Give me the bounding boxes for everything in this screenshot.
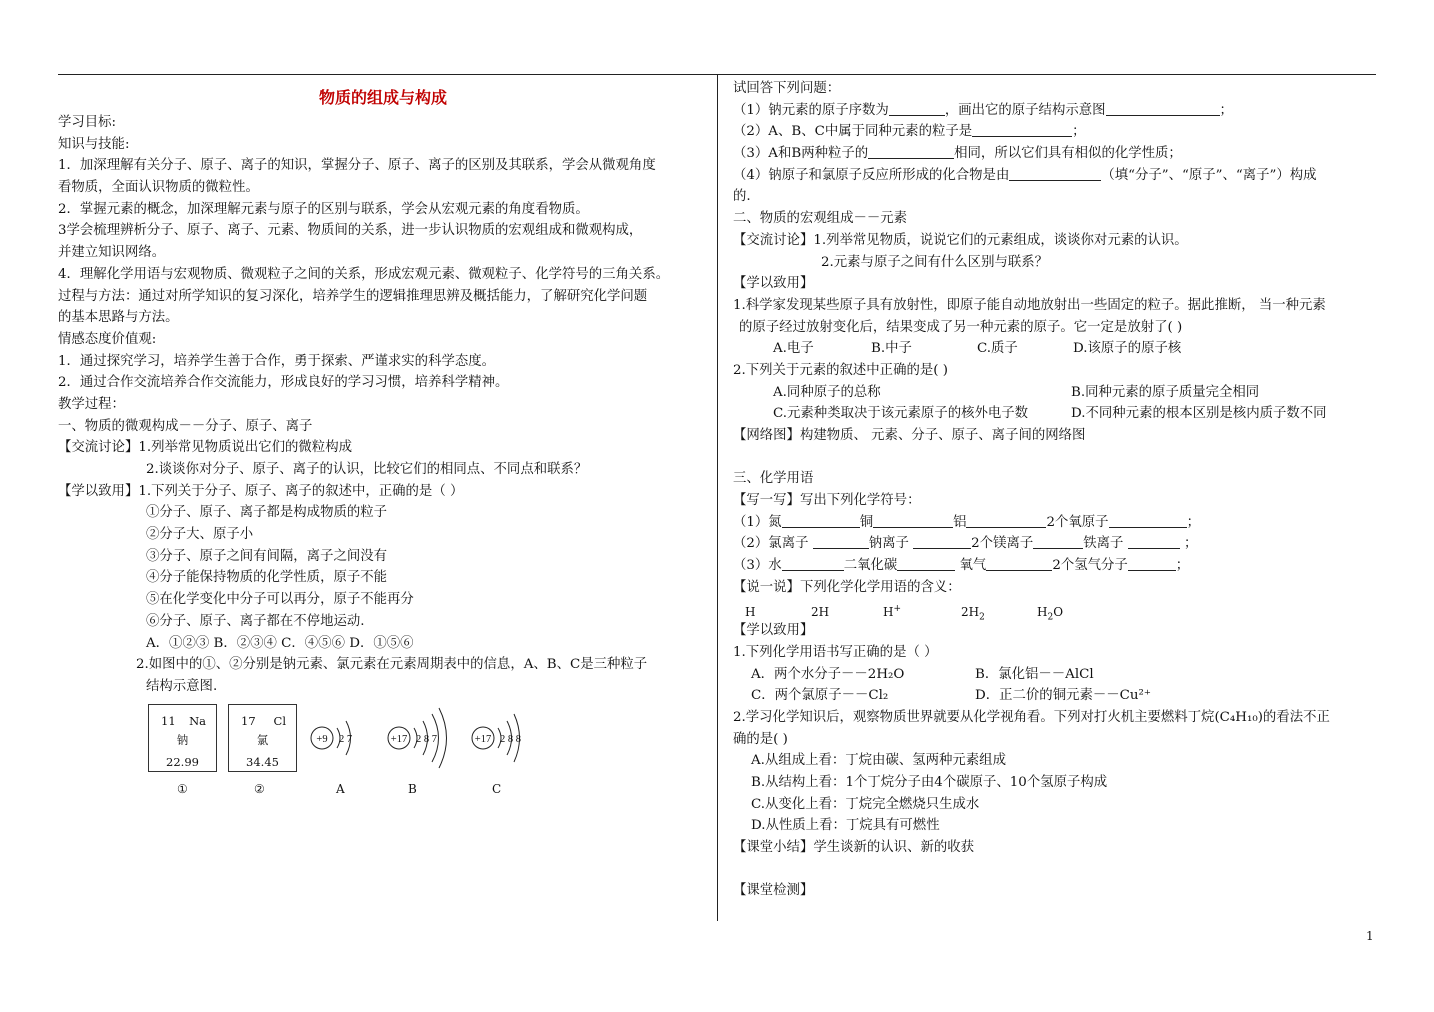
choice: B．氯化铝－－AlCl <box>975 666 1094 682</box>
choices <box>733 382 1381 404</box>
atom-structure-diagrams <box>306 704 526 778</box>
chem-symbol <box>1037 602 1063 629</box>
text-line: 的. <box>733 189 751 205</box>
element-name: 氯 <box>256 732 269 747</box>
list-item: ④分子能保持物质的化学性质，原子不能 <box>146 570 388 586</box>
list-item: ②分子大、原子小 <box>146 527 254 543</box>
chem-symbol: H <box>745 604 756 619</box>
question-text: 2个镁离子 <box>971 536 1034 552</box>
chem-symbol <box>883 599 961 624</box>
question-text: （2）氯离子 <box>733 536 813 552</box>
element-symbol: Na <box>189 713 206 728</box>
nucleus-label: +17 <box>390 733 408 745</box>
text-line: 结构示意图. <box>146 678 218 694</box>
question-line <box>733 100 1381 122</box>
answer-blank[interactable] <box>897 556 955 571</box>
choice: D.该原子的原子核 <box>1073 341 1182 357</box>
nucleus-label: +9 <box>316 733 328 745</box>
choices <box>733 685 1381 707</box>
choice: B.中子 <box>871 341 912 357</box>
text-line: 并建立知识网络。 <box>58 245 166 261</box>
text-line: 看物质，全面认识物质的微粒性。 <box>58 180 259 196</box>
question-text: 氧气 <box>955 558 987 574</box>
question-line <box>733 143 1381 165</box>
choice: B.同种元素的原子质量完全相同 <box>1071 384 1260 400</box>
answer-blank[interactable] <box>1106 101 1220 116</box>
shell-electrons: 2 8 7 <box>416 733 437 745</box>
text-line: 情感态度价值观: <box>58 331 157 347</box>
choice: B.从结构上看：1个丁烷分子由4个碳原子、10个氢原子构成 <box>751 775 1108 790</box>
answer-blank[interactable] <box>1128 534 1180 549</box>
text-line: 教学过程： <box>58 396 125 412</box>
list-item: ⑥分子、原子、离子都在不停地运动. <box>146 613 365 629</box>
choices <box>733 664 1381 686</box>
answer-blank[interactable] <box>1009 166 1101 181</box>
question-text: 铝 <box>953 514 967 530</box>
answer-blank[interactable] <box>1033 534 1083 549</box>
right-column <box>733 78 1381 902</box>
spacer <box>733 447 1381 469</box>
text-line: 2.学习化学知识后，观察物质世界就要从化学视角看。下列对打火机主要燃料丁烷(C₄H₁₀)的看法不正 <box>733 709 1330 725</box>
chem-symbol-base: H <box>1037 604 1048 619</box>
answer-blank[interactable] <box>873 513 953 528</box>
choice: A．两个水分子－－2H₂O <box>751 666 905 682</box>
left-column <box>58 78 708 800</box>
question-text: （3）水 <box>733 558 782 574</box>
text-line: 试回答下列问题： <box>733 81 841 96</box>
spacer <box>733 859 1381 881</box>
text-line: 学习目标: <box>58 115 117 130</box>
text-line: 2.下列关于元素的叙述中正确的是( ) <box>733 362 948 378</box>
atomic-number: 17 <box>241 713 256 728</box>
text-line: 的原子经过放射变化后，结果变成了另一种元素的原子。它一定是放射了( ) <box>739 319 1183 335</box>
question-text: （1）氮 <box>733 514 782 530</box>
text-line: 3学会梳理辨析分子、原子、离子、元素、物质间的关系，进一步认识物质的宏观组成和微观构成， <box>58 223 643 239</box>
symbol-row <box>733 599 1381 621</box>
structure-figure <box>58 704 708 800</box>
question-text: 2个氧原子 <box>1046 514 1109 530</box>
text-line: 【课堂小结】学生谈新的认识、新的收获 <box>733 840 975 856</box>
text-line: 【交流讨论】1.列举常见物质说出它们的微粒构成 <box>58 440 352 456</box>
choice: C.元素种类取决于该元素原子的核外电子数 <box>773 406 1029 422</box>
choices: A．①②③ B．②③④ C．④⑤⑥ D．①⑤⑥ <box>146 635 414 651</box>
text-line: 【写一写】写出下列化学符号： <box>733 493 921 509</box>
text-line: 【课堂检测】 <box>733 883 814 899</box>
answer-blank[interactable] <box>986 556 1052 571</box>
section-heading: 二、物质的宏观组成－－元素 <box>733 211 908 227</box>
question-line <box>733 533 1381 555</box>
text-line: 2.如图中的①、②分别是钠元素、氯元素在元素周期表中的信息，A、B、C是三种粒子 <box>136 657 648 673</box>
text-line: 【学以致用】 <box>733 623 814 639</box>
question-line <box>733 121 1381 143</box>
chem-subscript: 2 <box>1047 611 1054 622</box>
text-line: 【交流讨论】1.列举常见物质，说说它们的元素组成，谈谈你对元素的认识。 <box>733 232 1188 248</box>
text-line: 一、物质的微观构成－－分子、原子、离子 <box>58 418 313 434</box>
list-item: ①分子、原子、离子都是构成物质的粒子 <box>146 505 388 521</box>
answer-blank[interactable] <box>889 101 945 116</box>
answer-blank[interactable] <box>868 144 954 159</box>
shell-electrons: 2 7 <box>339 733 353 745</box>
text-line: 【学以致用】1.下列关于分子、原子、离子的叙述中，正确的是（ ） <box>58 483 464 499</box>
list-item: ⑤在化学变化中分子可以再分，原子不能再分 <box>146 592 414 608</box>
choice: C.从变化上看：丁烷完全燃烧只生成水 <box>751 796 980 812</box>
question-text: ； <box>1179 536 1198 552</box>
question-text: 钠离子 <box>868 536 914 552</box>
question-text: （填“分子”、“原子”、“离子”）构成 <box>1101 167 1317 183</box>
figure-label: B <box>408 781 417 796</box>
answer-blank[interactable] <box>813 534 869 549</box>
chem-symbol-base: H <box>883 604 894 619</box>
text-line: 的基本思路与方法。 <box>58 310 179 326</box>
chem-symbol: 2H <box>811 604 830 619</box>
question-text: ，画出它的原子结构示意图 <box>944 102 1106 118</box>
element-name: 钠 <box>176 732 189 747</box>
choice: D.从性质上看：丁烷具有可燃性 <box>751 818 940 834</box>
column-divider <box>717 74 718 921</box>
shell-electrons: 2 8 8 <box>500 733 521 745</box>
chem-superscript: + <box>893 603 902 614</box>
text-line: 2．通过合作交流培养合作交流能力，形成良好的学习习惯，培养科学精神。 <box>58 375 509 391</box>
answer-blank[interactable] <box>1109 513 1187 528</box>
text-line: 2．掌握元素的概念，加深理解元素与原子的区别与联系，学会从宏观元素的角度看物质。 <box>58 201 589 217</box>
text-line: 1．通过探究学习，培养学生善于合作，勇于探索、严谨求实的科学态度。 <box>58 353 496 369</box>
text-line: 【说一说】下列化学化学用语的含义： <box>733 579 961 595</box>
element-card-chlorine <box>228 704 297 772</box>
question-text: 2个氢气分子 <box>1052 558 1128 574</box>
choice: D.不同种元素的根本区别是核内质子数不同 <box>1071 406 1327 422</box>
choices <box>733 338 1381 360</box>
list-item: ③分子、原子之间有间隔，离子之间没有 <box>146 548 388 564</box>
text-line: 2.谈谈你对分子、原子、离子的认识，比较它们的相同点、不同点和联系？ <box>146 462 588 477</box>
text-line: 2.元素与原子之间有什么区别与联系？ <box>821 254 1049 270</box>
chem-symbol <box>961 602 1037 629</box>
text-line: 【学以致用】 <box>733 276 814 292</box>
answer-blank[interactable] <box>1128 556 1176 571</box>
text-line: 知识与技能: <box>58 136 130 152</box>
chem-symbol-base: 2H <box>961 604 980 619</box>
figure-label: C <box>492 781 502 796</box>
choice: A.电子 <box>773 341 814 357</box>
answer-blank[interactable] <box>966 513 1046 528</box>
question-text: （2）A、B、C中属于同种元素的粒子是 <box>733 124 973 140</box>
choice: C．两个氯原子－－Cl₂ <box>751 688 889 704</box>
page-number: 1 <box>1366 929 1374 943</box>
atomic-number: 11 <box>161 713 176 728</box>
answer-blank[interactable] <box>782 513 860 528</box>
choices <box>733 403 1381 425</box>
answer-blank[interactable] <box>972 122 1072 137</box>
question-text: （4）钠原子和氯原子反应所形成的化合物是由 <box>733 167 1010 183</box>
choice: D．正二价的铜元素－－Cu²⁺ <box>975 688 1151 704</box>
text-line: 1.科学家发现某些原子具有放射性，即原子能自动地放射出一些固定的粒子。据此推断， 当一种元素 <box>733 297 1326 313</box>
figure-label: ① <box>177 781 188 796</box>
atomic-mass: 22.99 <box>166 754 199 769</box>
page-title: 物质的组成与构成 <box>318 88 447 107</box>
question-text: 相同，所以它们具有相似的化学性质； <box>954 146 1182 162</box>
text-line: 4．理解化学用语与宏观物质、微观粒子之间的关系，形成宏观元素、微观粒子、化学符号的三角关系。 <box>58 266 670 282</box>
element-card-sodium <box>148 704 217 772</box>
question-text: 二氧化碳 <box>843 558 898 574</box>
chem-subscript: 2 <box>979 611 985 622</box>
question-text: （1）钠元素的原子序数为 <box>733 102 889 118</box>
text-line: 1．加深理解有关分子、原子、离子的知识，掌握分子、原子、离子的区别及其联系，学会从微观角度 <box>58 158 656 174</box>
question-text: 铜 <box>859 514 874 530</box>
text-line: 过程与方法：通过对所学知识的复习深化，培养学生的逻辑推理思辨及概括能力，了解研究化学问题 <box>58 288 648 304</box>
question-text: ； <box>1186 514 1200 530</box>
question-line <box>733 512 1381 534</box>
question-text: 铁离子 <box>1083 536 1128 552</box>
question-line <box>733 165 1381 187</box>
element-symbol: Cl <box>273 713 286 728</box>
question-text: ； <box>1219 102 1233 118</box>
text-line: 【网络图】构建物质、 元素、分子、原子、离子间的网络图 <box>733 428 1086 443</box>
text-line: 确的是( ) <box>733 731 788 747</box>
section-heading: 三、化学用语 <box>733 471 814 487</box>
choice: A.同种原子的总称 <box>773 384 881 400</box>
figure-label: ② <box>254 781 265 796</box>
question-text: ； <box>1072 124 1086 140</box>
nucleus-label: +17 <box>474 733 492 745</box>
question-text: ； <box>1175 558 1190 574</box>
atomic-mass: 34.45 <box>246 754 279 769</box>
choice: A.从组成上看：丁烷由碳、氢两种元素组成 <box>751 753 1006 769</box>
answer-blank[interactable] <box>913 534 971 549</box>
figure-label: A <box>336 781 345 796</box>
chem-symbol-base: O <box>1053 604 1064 619</box>
choice: C.质子 <box>977 341 1018 357</box>
answer-blank[interactable] <box>782 556 844 571</box>
question-line <box>733 555 1381 577</box>
question-text: （3）A和B两种粒子的 <box>733 146 869 162</box>
text-line: 1.下列化学用语书写正确的是（ ） <box>733 644 938 660</box>
